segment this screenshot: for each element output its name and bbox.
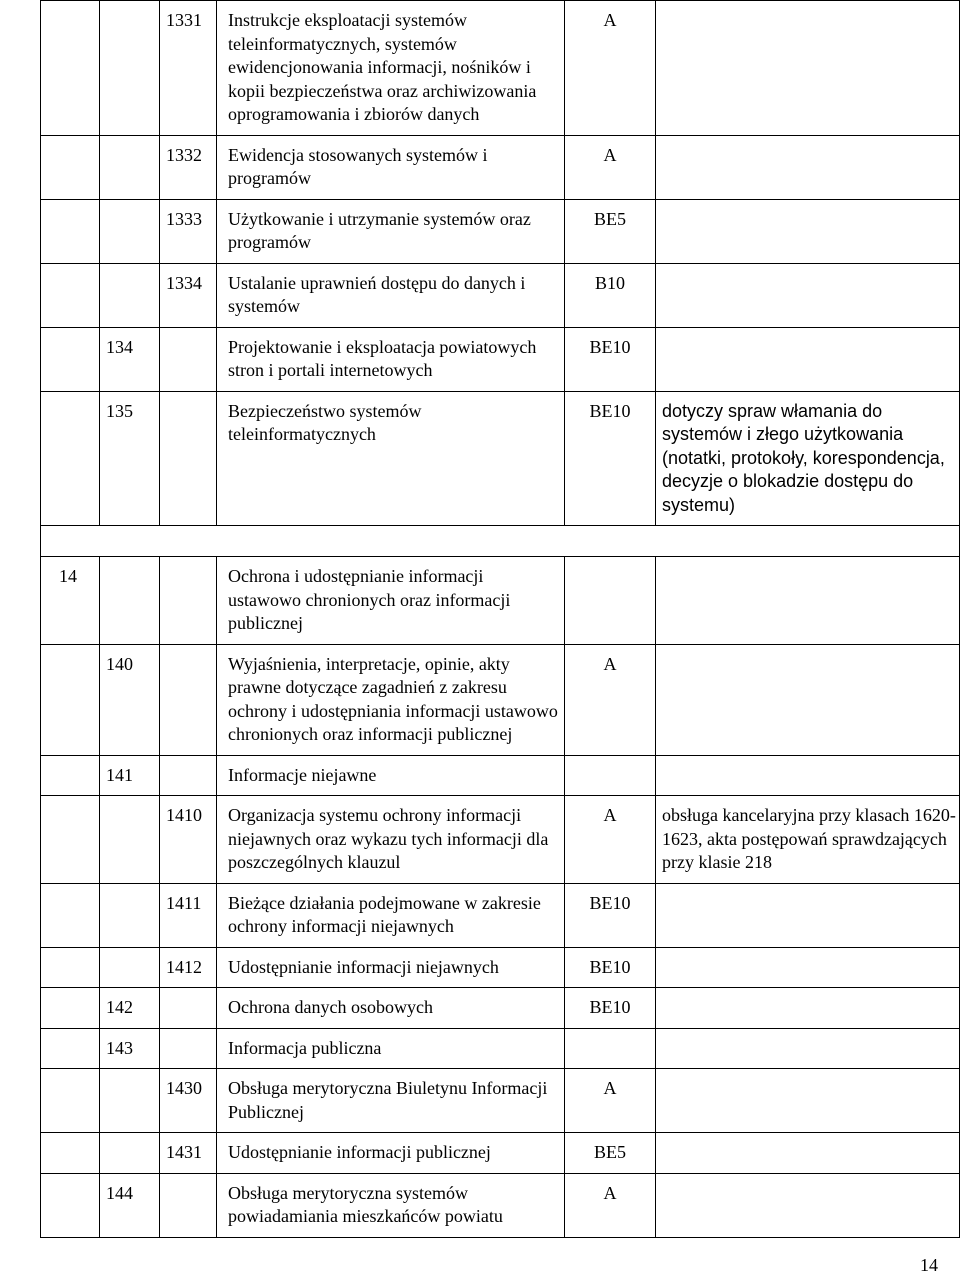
archive-category: BE10 [565, 947, 656, 988]
level3-symbol [160, 327, 217, 391]
level2-symbol [100, 135, 160, 199]
record-note [656, 263, 960, 327]
archive-category: BE5 [565, 1133, 656, 1174]
record-title: Obsługa merytoryczna Biuletynu Informacji Publicznej [217, 1069, 565, 1133]
section-13-rows [41, 1, 960, 526]
table-row [41, 755, 960, 796]
archive-category [565, 755, 656, 796]
level1-symbol: 14 [41, 557, 100, 645]
archive-category: A [565, 796, 656, 884]
record-note [656, 755, 960, 796]
record-title: Ewidencja stosowanych systemów i programów [217, 135, 565, 199]
table-row [41, 947, 960, 988]
record-note [656, 988, 960, 1029]
record-note [656, 135, 960, 199]
table-row [41, 135, 960, 199]
record-title: Użytkowanie i utrzymanie systemów oraz programów [217, 199, 565, 263]
level3-symbol: 1410 [160, 796, 217, 884]
record-title: Ochrona i udostępnianie informacji ustawowo chronionych oraz informacji publicznej [217, 557, 565, 645]
level3-symbol: 1411 [160, 883, 217, 947]
record-title: Informacje niejawne [217, 755, 565, 796]
level1-symbol [41, 755, 100, 796]
archive-category: A [565, 1069, 656, 1133]
record-note [656, 644, 960, 755]
table-row [41, 1133, 960, 1174]
level2-symbol [100, 557, 160, 645]
archive-category: A [565, 644, 656, 755]
archive-category: BE10 [565, 883, 656, 947]
record-title: Udostępnianie informacji publicznej [217, 1133, 565, 1174]
level1-symbol [41, 263, 100, 327]
record-title: Wyjaśnienia, interpretacje, opinie, akty prawne dotyczące zagadnień z zakresu ochrony i udostępniania informacji ustawowo chronionych oraz informacji publicznej [217, 644, 565, 755]
level2-symbol [100, 883, 160, 947]
level1-symbol [41, 883, 100, 947]
level1-symbol [41, 1173, 100, 1237]
level3-symbol: 1332 [160, 135, 217, 199]
level1-symbol [41, 796, 100, 884]
archive-category: A [565, 1, 656, 136]
record-title: Bezpieczeństwo systemów teleinformatycznych [217, 391, 565, 526]
level3-symbol [160, 557, 217, 645]
level3-symbol [160, 391, 217, 526]
level1-symbol [41, 135, 100, 199]
level3-symbol [160, 1173, 217, 1237]
level1-symbol [41, 1133, 100, 1174]
level1-symbol [41, 1028, 100, 1069]
record-note [656, 1069, 960, 1133]
level3-symbol: 1331 [160, 1, 217, 136]
level2-symbol: 143 [100, 1028, 160, 1069]
record-title: Projektowanie i eksploatacja powiatowych stron i portali internetowych [217, 327, 565, 391]
archive-category: BE5 [565, 199, 656, 263]
page-number: 14 [920, 1255, 938, 1275]
level2-symbol: 144 [100, 1173, 160, 1237]
table-row [41, 263, 960, 327]
record-title: Instrukcje eksploatacji systemów teleinformatycznych, systemów ewidencjonowania informacji, nośników i kopii bezpieczeństwa oraz archiwizowania oprogramowania i zbiorów danych [217, 1, 565, 136]
level2-symbol: 135 [100, 391, 160, 526]
record-title: Udostępnianie informacji niejawnych [217, 947, 565, 988]
level2-symbol [100, 796, 160, 884]
section-separator [41, 526, 960, 557]
section-14-rows [41, 557, 960, 1238]
level3-symbol: 1333 [160, 199, 217, 263]
level2-symbol [100, 199, 160, 263]
level2-symbol: 141 [100, 755, 160, 796]
level2-symbol [100, 1133, 160, 1174]
archive-category [565, 1028, 656, 1069]
archive-category: BE10 [565, 988, 656, 1029]
table-row [41, 557, 960, 645]
record-note: obsługa kancelaryjna przy klasach 1620-1623, akta postępowań sprawdzających przy klasie 218 [656, 796, 960, 884]
record-note: dotyczy spraw włamania do systemów i złego użytkowania (notatki, protokoły, korespondencja, decyzje o blokadzie dostępu do systemu) [656, 391, 960, 526]
table-row [41, 1028, 960, 1069]
table-row [41, 1, 960, 136]
archive-category: BE10 [565, 327, 656, 391]
table-row [41, 1069, 960, 1133]
record-note [656, 1028, 960, 1069]
record-title: Ochrona danych osobowych [217, 988, 565, 1029]
table-row [41, 327, 960, 391]
record-title: Bieżące działania podejmowane w zakresie ochrony informacji niejawnych [217, 883, 565, 947]
table-row [41, 1173, 960, 1237]
level3-symbol [160, 988, 217, 1029]
level2-symbol: 140 [100, 644, 160, 755]
level2-symbol: 134 [100, 327, 160, 391]
level3-symbol [160, 1028, 217, 1069]
level2-symbol: 142 [100, 988, 160, 1029]
level1-symbol [41, 988, 100, 1029]
records-table [40, 0, 960, 1238]
record-note [656, 327, 960, 391]
table-row [41, 883, 960, 947]
level3-symbol [160, 755, 217, 796]
level1-symbol [41, 1, 100, 136]
level2-symbol [100, 947, 160, 988]
level3-symbol: 1334 [160, 263, 217, 327]
record-note [656, 1, 960, 136]
archive-category [565, 557, 656, 645]
record-title: Obsługa merytoryczna systemów powiadamiania mieszkańców powiatu [217, 1173, 565, 1237]
level1-symbol [41, 327, 100, 391]
level2-symbol [100, 1069, 160, 1133]
archive-category: A [565, 135, 656, 199]
record-title: Organizacja systemu ochrony informacji niejawnych oraz wykazu tych informacji dla poszczególnych klauzul [217, 796, 565, 884]
record-title: Informacja publiczna [217, 1028, 565, 1069]
level1-symbol [41, 644, 100, 755]
record-note [656, 947, 960, 988]
archive-category: A [565, 1173, 656, 1237]
archive-category: B10 [565, 263, 656, 327]
level2-symbol [100, 263, 160, 327]
record-note [656, 1133, 960, 1174]
level2-symbol [100, 1, 160, 136]
level1-symbol [41, 199, 100, 263]
level3-symbol [160, 644, 217, 755]
record-title: Ustalanie uprawnień dostępu do danych i systemów [217, 263, 565, 327]
level3-symbol: 1412 [160, 947, 217, 988]
record-note [656, 557, 960, 645]
table-row [41, 199, 960, 263]
level3-symbol: 1431 [160, 1133, 217, 1174]
level1-symbol [41, 1069, 100, 1133]
level3-symbol: 1430 [160, 1069, 217, 1133]
table-row [41, 644, 960, 755]
level1-symbol [41, 391, 100, 526]
archive-category: BE10 [565, 391, 656, 526]
table-row [41, 796, 960, 884]
record-note [656, 199, 960, 263]
table-row [41, 391, 960, 526]
record-note [656, 883, 960, 947]
level1-symbol [41, 947, 100, 988]
record-note [656, 1173, 960, 1237]
table-row [41, 988, 960, 1029]
